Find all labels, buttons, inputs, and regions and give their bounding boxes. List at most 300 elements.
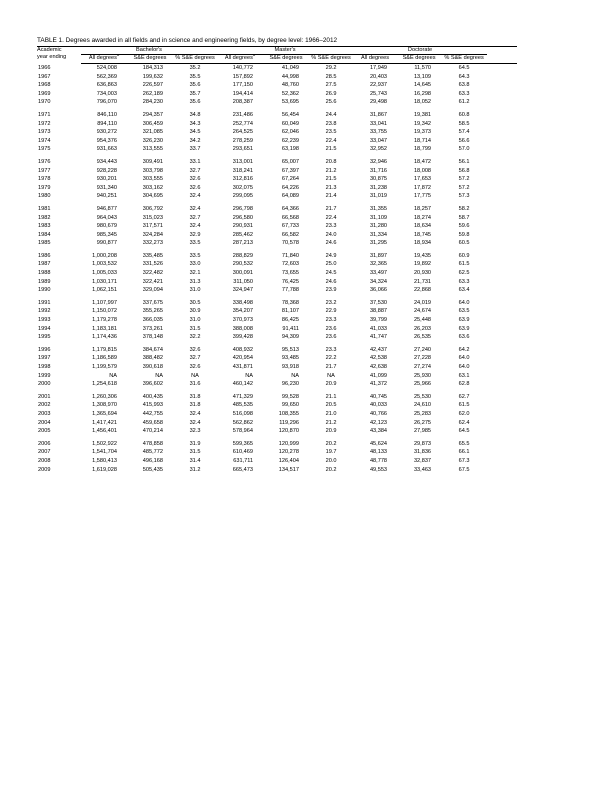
cell-masters-pct: 20.8 (325, 158, 337, 165)
cell-masters-all: 299,095 (232, 193, 254, 200)
cell-masters-se: 120,999 (278, 440, 300, 447)
cell-masters-pct: 24.6 (325, 278, 337, 285)
cell-masters-pct: 28.5 (325, 73, 337, 80)
cell-bachelors-all: 990,877 (96, 240, 117, 247)
cell-masters-se: 64,226 (281, 184, 300, 191)
cell-doctorate-pct: 59.8 (458, 231, 470, 238)
cell-masters-all: 300,091 (232, 270, 254, 277)
cell-year: 1983 (38, 223, 51, 230)
cell-masters-se: 91,411 (282, 325, 300, 332)
cell-doctorate-pct: 60.5 (458, 240, 470, 247)
group-header-bachelors (81, 47, 217, 56)
table-row (37, 363, 517, 372)
cell-masters-all: 420,954 (232, 355, 254, 362)
cell-masters-se: 77,788 (281, 287, 300, 294)
cell-masters-se: 93,918 (281, 364, 300, 370)
cell-masters-pct: 23.5 (325, 129, 337, 136)
cell-doctorate-se: 27,240 (413, 346, 432, 353)
cell-masters-pct: 23.2 (325, 299, 337, 306)
table-row (37, 269, 517, 278)
cell-masters-se: 64,089 (281, 193, 300, 200)
cell-year: 1968 (38, 82, 51, 89)
cell-doctorate-se: 11,570 (414, 65, 432, 71)
cell-bachelors-all: 846,110 (97, 111, 117, 118)
col-header-masters-pct: % S&E degrees (309, 55, 353, 64)
cell-doctorate-all: 37,530 (369, 299, 388, 306)
cell-masters-all: 631,711 (233, 457, 254, 464)
table-row (37, 372, 517, 381)
col-header-bachelors-all: All degrees$^a$ (81, 55, 127, 64)
table-row (37, 448, 517, 457)
cell-year: 2005 (38, 428, 51, 435)
cell-doctorate-all: 31,716 (369, 167, 388, 174)
cell-doctorate-all: 41,033 (369, 325, 388, 332)
document-page (37, 37, 517, 474)
cell-bachelors-all: 796,070 (96, 99, 117, 106)
cell-bachelors-pct: 32.3 (189, 428, 201, 435)
cell-year: 1976 (38, 158, 51, 165)
cell-doctorate-se: 25,930 (413, 372, 432, 379)
cell-masters-all: 231,486 (232, 111, 254, 118)
cell-doctorate-pct: 63.1 (458, 372, 470, 379)
cell-bachelors-se: 335,485 (142, 252, 163, 259)
cell-doctorate-se: 18,799 (413, 146, 432, 153)
cell-bachelors-all: 1,107,997 (92, 299, 117, 306)
cell-doctorate-se: 13,109 (413, 73, 432, 80)
cell-bachelors-pct: 32.7 (189, 355, 201, 362)
stub-header-line1: Academic (37, 47, 62, 53)
cell-bachelors-pct: 31.8 (189, 393, 201, 400)
cell-doctorate-all: 38,887 (369, 308, 388, 315)
cell-masters-all: 516,098 (232, 410, 254, 417)
cell-masters-all: 194,414 (232, 90, 254, 97)
cell-bachelors-se: 184,313 (142, 65, 163, 71)
cell-bachelors-se: 331,526 (142, 261, 163, 268)
cell-doctorate-se: 18,714 (413, 137, 432, 144)
cell-bachelors-se: 262,189 (142, 90, 163, 97)
cell-year: 2007 (38, 449, 51, 456)
cell-bachelors-all: 1,417,421 (92, 419, 117, 426)
cell-bachelors-all: 1,005,033 (92, 270, 117, 277)
cell-masters-se: 70,578 (281, 240, 300, 247)
cell-bachelors-pct: 32.4 (189, 410, 201, 417)
table-row (37, 354, 517, 363)
cell-doctorate-pct: 60.9 (458, 252, 470, 259)
cell-bachelors-se: 388,482 (142, 355, 163, 362)
cell-bachelors-pct: 32.7 (189, 167, 201, 174)
cell-bachelors-se: 317,571 (142, 223, 163, 230)
cell-doctorate-pct: 56.6 (458, 137, 470, 144)
table-row (37, 192, 517, 201)
cell-bachelors-all: 562,369 (96, 73, 117, 80)
cell-doctorate-pct: 64.5 (458, 65, 470, 71)
cell-masters-all: 354,207 (232, 308, 254, 315)
cell-masters-se: 134,517 (278, 466, 300, 473)
cell-bachelors-all: 1,199,579 (92, 364, 117, 370)
cell-masters-all: 252,774 (232, 120, 254, 127)
cell-bachelors-se: 315,023 (142, 214, 163, 221)
table-row (37, 128, 517, 137)
cell-masters-pct: 21.4 (325, 193, 337, 200)
cell-masters-all: 665,473 (232, 466, 254, 473)
cell-masters-se: 53,695 (281, 99, 300, 106)
cell-year: 1975 (38, 146, 51, 153)
col-header-bachelors-pct: % S&E degrees (173, 55, 217, 64)
cell-masters-se: 63,198 (281, 146, 300, 153)
footnote-a: a (252, 52, 256, 58)
cell-bachelors-all: 524,008 (96, 65, 117, 71)
cell-bachelors-pct: 35.5 (189, 73, 201, 80)
group-header-doctorate (353, 47, 487, 56)
cell-masters-pct: 22.2 (325, 355, 337, 362)
table-row (37, 299, 517, 308)
table-row (37, 184, 517, 193)
col-header-masters-all: All degrees$^a$ (217, 55, 263, 64)
cell-masters-all: 485,535 (232, 402, 254, 409)
cell-year: 2004 (38, 419, 51, 426)
cell-bachelors-se: 337,675 (142, 299, 163, 306)
cell-year: 1988 (38, 270, 51, 277)
cell-bachelors-pct: 35.6 (189, 99, 201, 106)
cell-bachelors-pct: 31.3 (189, 278, 201, 285)
cell-bachelors-se: 322,482 (142, 270, 163, 277)
cell-bachelors-se: 199,632 (142, 73, 163, 80)
cell-doctorate-se: 16,298 (413, 90, 432, 97)
cell-masters-pct: 24.9 (325, 252, 337, 259)
table-row (37, 222, 517, 231)
cell-bachelors-pct: 33.0 (189, 261, 201, 268)
cell-bachelors-se: 496,168 (142, 457, 163, 464)
cell-masters-se: 71,840 (281, 252, 300, 259)
cell-bachelors-pct: 32.4 (189, 193, 201, 200)
cell-bachelors-pct: 32.4 (189, 419, 201, 426)
cell-bachelors-pct: 33.1 (189, 158, 201, 165)
cell-doctorate-all: 31,295 (369, 240, 388, 247)
table-row (37, 73, 517, 82)
cell-year: 1980 (38, 193, 51, 200)
cell-bachelors-all: 1,150,072 (92, 308, 117, 315)
cell-doctorate-all: 25,743 (369, 90, 388, 97)
cell-masters-pct: 26.9 (325, 90, 337, 97)
cell-bachelors-se: 324,284 (142, 231, 163, 238)
cell-doctorate-se: 14,645 (413, 82, 432, 89)
cell-doctorate-all: 32,946 (369, 158, 388, 165)
cell-doctorate-pct: 62.7 (458, 393, 470, 400)
cell-year: 1987 (38, 261, 51, 268)
cell-masters-pct: 20.2 (325, 466, 337, 473)
cell-bachelors-se: 303,798 (142, 167, 163, 174)
cell-year: 2009 (38, 466, 51, 473)
table-row (37, 419, 517, 428)
cell-bachelors-pct: 32.7 (189, 214, 201, 221)
cell-doctorate-pct: 66.1 (458, 449, 470, 456)
cell-bachelors-all: 928,228 (96, 167, 117, 174)
cell-bachelors-pct: 32.6 (189, 346, 201, 353)
cell-doctorate-all: 31,238 (369, 184, 388, 191)
cell-doctorate-all: 39,799 (369, 317, 388, 324)
cell-masters-all: 313,001 (232, 158, 254, 165)
cell-masters-pct: 25.0 (325, 261, 337, 268)
cell-bachelors-se: 355,265 (142, 308, 163, 315)
group-label-doctorate: Doctorate (407, 47, 433, 53)
cell-doctorate-all: 30,875 (369, 176, 388, 183)
cell-doctorate-all: 31,355 (369, 205, 388, 212)
cell-doctorate-pct: 61.2 (458, 99, 470, 106)
cell-doctorate-all: 31,109 (369, 214, 388, 221)
table-row (37, 120, 517, 129)
cell-doctorate-all: 42,638 (369, 364, 388, 370)
cell-masters-se: 120,870 (278, 428, 300, 435)
cell-bachelors-se: 303,555 (142, 176, 163, 183)
cell-masters-se: 48,760 (281, 82, 300, 89)
cell-bachelors-all: NA (109, 372, 117, 379)
cell-doctorate-all: 43,384 (369, 428, 388, 435)
cell-masters-all: 293,651 (232, 146, 254, 153)
cell-doctorate-se: 25,966 (413, 381, 432, 388)
table-row (37, 401, 517, 410)
cell-doctorate-pct: 58.7 (458, 214, 470, 221)
cell-masters-all: 370,973 (232, 317, 254, 324)
cell-doctorate-pct: 63.6 (458, 334, 470, 341)
cell-masters-pct: 20.0 (325, 457, 337, 464)
cell-year: 2008 (38, 457, 51, 464)
cell-doctorate-all: 31,019 (369, 193, 388, 200)
cell-year: 1967 (38, 73, 51, 80)
cell-doctorate-se: 25,448 (413, 317, 432, 324)
cell-doctorate-all: 42,437 (369, 346, 388, 353)
cell-doctorate-se: 19,373 (413, 129, 432, 136)
table-row (37, 393, 517, 402)
cell-bachelors-all: 1,456,401 (92, 428, 117, 435)
cell-bachelors-se: 505,435 (142, 466, 163, 473)
cell-bachelors-se: 366,035 (142, 317, 163, 324)
table-row (37, 81, 517, 90)
table-row (37, 457, 517, 466)
cell-year: 1986 (38, 252, 51, 259)
cell-doctorate-all: 33,755 (369, 129, 388, 136)
table-body (37, 64, 517, 475)
cell-bachelors-all: 940,251 (96, 193, 117, 200)
cell-doctorate-se: 27,985 (413, 428, 432, 435)
cell-doctorate-se: 18,274 (413, 214, 432, 221)
cell-masters-pct: 21.3 (325, 184, 337, 191)
cell-doctorate-pct: 62.5 (458, 270, 470, 277)
cell-masters-se: 60,049 (281, 120, 300, 127)
table-row (37, 145, 517, 154)
cell-masters-pct: 21.2 (325, 167, 337, 174)
cell-bachelors-se: 396,602 (142, 381, 163, 388)
table-row (37, 427, 517, 436)
cell-masters-all: 208,387 (232, 99, 254, 106)
cell-masters-se: 78,368 (281, 299, 300, 306)
cell-bachelors-se: 304,695 (142, 193, 163, 200)
cell-bachelors-se: 226,597 (142, 82, 163, 89)
cell-year: 1971 (38, 111, 51, 118)
cell-year: 2006 (38, 440, 51, 447)
cell-year: 1993 (38, 317, 51, 324)
cell-bachelors-all: 894,110 (97, 120, 117, 127)
cell-year: 1997 (38, 355, 51, 362)
cell-doctorate-pct: 64.2 (458, 346, 470, 353)
cell-masters-all: 399,428 (232, 334, 254, 341)
cell-masters-se: 108,355 (278, 410, 300, 417)
cell-masters-all: 290,931 (232, 223, 254, 230)
cell-doctorate-all: 33,497 (369, 270, 388, 277)
cell-bachelors-pct: 34.8 (189, 111, 201, 118)
cell-masters-all: 302,075 (232, 184, 254, 191)
cell-bachelors-pct: 31.4 (189, 457, 201, 464)
cell-doctorate-all: 48,778 (369, 457, 388, 464)
cell-masters-pct: 20.5 (325, 402, 337, 409)
cell-doctorate-all: 32,365 (369, 261, 388, 268)
table-row (37, 466, 517, 475)
cell-bachelors-pct: 30.9 (189, 308, 201, 315)
cell-bachelors-pct: 31.6 (189, 381, 201, 388)
cell-bachelors-se: 390,618 (142, 364, 163, 370)
col-header-doctorate-se: S&E degrees (397, 55, 441, 64)
cell-doctorate-se: 19,342 (413, 120, 432, 127)
cell-doctorate-pct: 61.5 (458, 402, 470, 409)
cell-masters-all: 140,772 (232, 65, 254, 71)
cell-doctorate-se: 18,257 (413, 205, 432, 212)
cell-masters-all: 318,241 (232, 167, 254, 174)
cell-doctorate-pct: 64.5 (458, 428, 470, 435)
table-row (37, 380, 517, 389)
cell-doctorate-se: 17,872 (413, 184, 432, 191)
cell-bachelors-pct: 33.7 (189, 146, 201, 153)
cell-doctorate-pct: 63.4 (458, 287, 470, 294)
cell-masters-all: 599,365 (232, 440, 254, 447)
cell-doctorate-se: 17,653 (413, 176, 432, 183)
cell-masters-pct: 24.0 (325, 231, 337, 238)
cell-masters-pct: 23.3 (325, 317, 337, 324)
cell-doctorate-pct: 64.0 (458, 364, 470, 370)
cell-doctorate-all: 29,498 (369, 99, 388, 106)
cell-bachelors-pct: 31.8 (189, 402, 201, 409)
cell-doctorate-pct: 57.4 (458, 129, 470, 136)
cell-doctorate-se: 27,274 (413, 364, 432, 370)
cell-doctorate-pct: 59.6 (458, 223, 470, 230)
cell-year: 1996 (38, 346, 51, 353)
cell-masters-all: 287,213 (232, 240, 254, 247)
cell-bachelors-pct: 33.5 (189, 240, 201, 247)
cell-masters-pct: 23.6 (325, 334, 337, 341)
cell-masters-all: 157,892 (232, 73, 254, 80)
cell-masters-se: 62,046 (281, 129, 300, 136)
cell-bachelors-pct: 34.3 (189, 120, 201, 127)
cell-year: 1981 (38, 205, 51, 212)
cell-doctorate-all: 40,745 (369, 393, 388, 400)
cell-doctorate-se: 18,008 (413, 167, 432, 174)
cell-masters-se: 65,007 (281, 158, 300, 165)
cell-doctorate-all: 48,133 (369, 449, 388, 456)
cell-doctorate-pct: 62.8 (458, 381, 470, 388)
cell-masters-pct: 22.9 (325, 308, 337, 315)
cell-bachelors-all: 1,030,171 (92, 278, 117, 285)
cell-masters-pct: 23.6 (325, 325, 337, 332)
cell-masters-se: 126,404 (278, 457, 300, 464)
cell-masters-se: 86,425 (281, 317, 300, 324)
cell-year: 1985 (38, 240, 51, 247)
cell-masters-se: 62,239 (281, 137, 300, 144)
cell-doctorate-all: 41,747 (369, 334, 388, 341)
cell-bachelors-pct: 32.1 (189, 270, 201, 277)
table-row (37, 64, 517, 73)
table-row (37, 205, 517, 214)
cell-bachelors-pct: 35.2 (189, 65, 201, 71)
cell-bachelors-pct: 34.2 (189, 137, 201, 144)
cell-bachelors-pct: 31.0 (189, 317, 201, 324)
cell-masters-se: 93,485 (281, 355, 300, 362)
cell-doctorate-pct: 63.9 (458, 325, 470, 332)
cell-doctorate-pct: 57.2 (458, 184, 470, 191)
cell-bachelors-all: 1,260,306 (92, 393, 117, 400)
cell-year: 1972 (38, 120, 51, 127)
cell-masters-pct: 20.9 (325, 428, 337, 435)
cell-masters-pct: 29.2 (325, 65, 337, 71)
cell-year: 1989 (38, 278, 51, 285)
cell-doctorate-all: 41,099 (369, 372, 388, 379)
cell-doctorate-all: 32,952 (369, 146, 388, 153)
cell-bachelors-se: 384,674 (142, 346, 163, 353)
cell-masters-all: 311,050 (233, 278, 254, 285)
cell-bachelors-all: 1,183,181 (92, 325, 117, 332)
col-header-doctorate-all: All degrees (353, 55, 397, 64)
cell-masters-pct: 23.9 (325, 287, 337, 294)
footnote-a: a (116, 52, 120, 58)
cell-year: 1978 (38, 176, 51, 183)
cell-bachelors-pct: 32.6 (189, 176, 201, 183)
cell-doctorate-se: 31,836 (413, 449, 432, 456)
cell-doctorate-pct: 63.8 (458, 82, 470, 89)
cell-bachelors-pct: NA (191, 372, 199, 379)
cell-bachelors-se: 329,094 (142, 287, 163, 294)
cell-masters-pct: 24.5 (325, 270, 337, 277)
table-row (37, 278, 517, 287)
cell-year: 2002 (38, 402, 51, 409)
cell-bachelors-se: 478,858 (142, 440, 163, 447)
group-label-masters: Master's (274, 47, 296, 53)
cell-bachelors-se: 309,491 (142, 158, 163, 165)
cell-doctorate-se: 17,775 (413, 193, 432, 200)
cell-masters-all: 296,798 (232, 205, 254, 212)
cell-masters-all: 388,008 (232, 325, 254, 332)
cell-doctorate-all: 36,066 (369, 287, 388, 294)
cell-doctorate-se: 26,535 (413, 334, 432, 341)
cell-bachelors-se: 322,421 (142, 278, 163, 285)
cell-year: 2001 (38, 393, 51, 400)
cell-year: 1992 (38, 308, 51, 315)
table-row (37, 252, 517, 261)
cell-doctorate-se: 21,731 (413, 278, 432, 285)
table-row (37, 239, 517, 248)
cell-masters-all: 296,580 (232, 214, 254, 221)
cell-bachelors-pct: 32.6 (189, 364, 201, 370)
cell-doctorate-all: 17,949 (369, 65, 388, 71)
cell-masters-se: 120,278 (278, 449, 300, 456)
cell-year: 1966 (38, 64, 51, 71)
cell-bachelors-se: 284,230 (142, 99, 163, 106)
cell-masters-se: NA (291, 372, 300, 379)
cell-bachelors-all: 1,186,589 (92, 355, 117, 362)
cell-doctorate-pct: 62.0 (458, 410, 470, 417)
cell-masters-pct: 23.3 (325, 346, 337, 353)
cell-doctorate-se: 24,019 (413, 299, 432, 306)
cell-doctorate-se: 18,472 (413, 158, 432, 165)
cell-masters-pct: 21.7 (325, 364, 337, 370)
cell-bachelors-all: 734,003 (96, 90, 117, 97)
cell-bachelors-se: 470,214 (142, 428, 163, 435)
